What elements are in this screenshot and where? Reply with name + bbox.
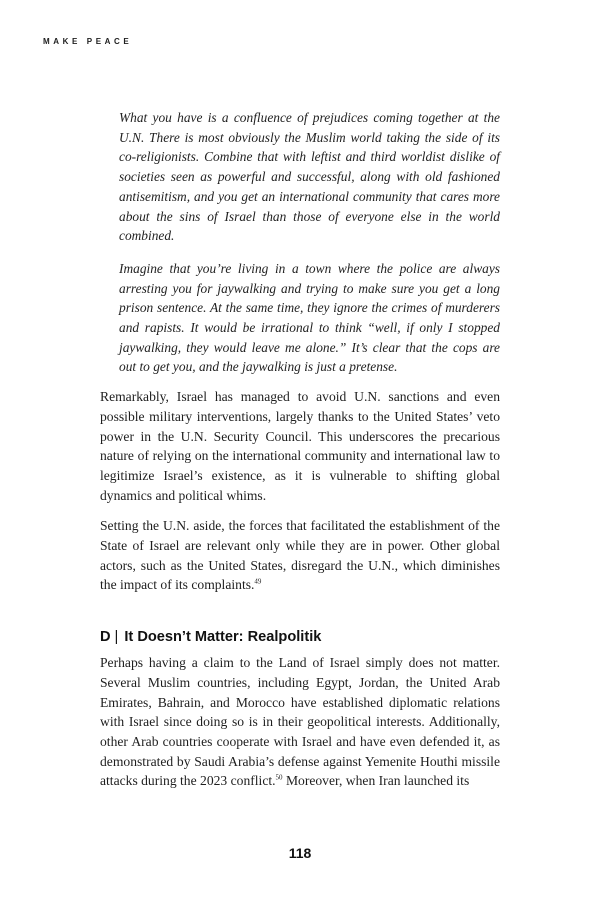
running-header: MAKE PEACE (43, 37, 133, 46)
page-number: 118 (288, 845, 312, 861)
section-title: It Doesn’t Matter: Realpolitik (124, 629, 322, 646)
body-paragraph-2 (100, 516, 500, 595)
body-paragraph-2-text: Setting the U.N. aside, the forces that facilitated the establishment of the State of Israel are relevant only while they are in power. Other global actors, such as the United States, disregard the U.N., which diminishes the impact of its complaints. (100, 518, 500, 593)
section-body-text: Perhaps having a claim to the Land of Israel simply does not matter. Several Muslim countries, including Egypt, Jordan, the United Arab Emirates, Bahrain, and Morocco have established diplomatic relations with Israel since doing so is in their geopolitical interests. Additionally, other Arab countries cooperate with Israel and have even defended it, as demonstrated by Saudi Arabia’s defense against Yemenite Houthi missile attacks during the 2023 conflict. (100, 655, 500, 789)
block-quote-1: What you have is a confluence of prejudices coming together at the U.N. There is most obviously the Muslim world taking the side of its co-religionists. Combine that with leftist and third worldist dislike of societies seen as powerful and successful, along with old fashioned antisemitism, and you get an international community that cares more about the sins of Israel than those of everyone else in the world combined. (119, 110, 500, 244)
body-paragraph-1: Remarkably, Israel has managed to avoid U.N. sanctions and even possible military interventions, largely thanks to the United States’ veto power in the U.N. Security Council. This underscores the precarious nature of relying on the international community and international law to legitimize Israel’s existence, as it is vulnerable to shifting global dynamics and political whims. (100, 389, 500, 503)
block-quote-2: Imagine that you’re living in a town where the police are always arresting you for jaywalking and trying to make sure you get a long prison sentence. At the same time, they ignore the crimes of murderers and rapists. It would be irrational to think “well, if only I stopped jaywalking, they would leave me alone.” It’s clear that the cops are out to get you, and the jaywalking is just a pretense. (119, 260, 500, 375)
section-heading (100, 629, 500, 645)
footnote-marker-49[interactable]: 49 (254, 577, 262, 586)
section-divider: | (114, 629, 119, 646)
footnote-marker-50[interactable]: 50 (275, 773, 283, 782)
section-body-paragraph (100, 653, 500, 791)
page-content (100, 108, 500, 791)
section-body-continuation: Moreover, when Iran launched its (282, 773, 470, 789)
section-letter: D (100, 629, 111, 646)
